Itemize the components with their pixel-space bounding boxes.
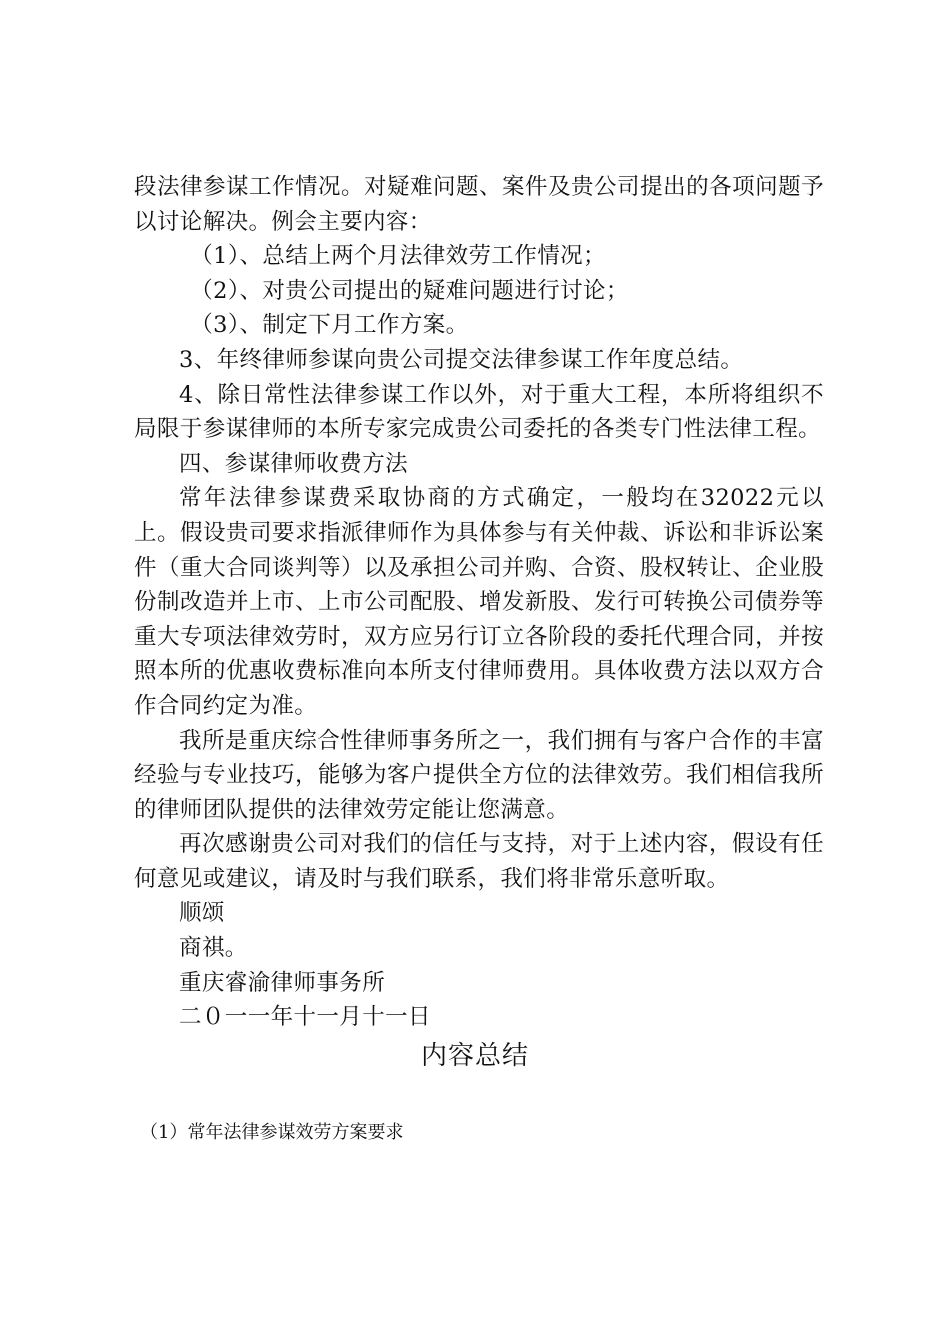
paragraph-major-projects: 4、除日常性法律参谋工作以外，对于重大工程，本所将组织不局限于参谋律师的本所专家完成贵公司委托的各类专门性法律工程。	[134, 381, 824, 443]
paragraph-annual-summary: 3、年终律师参谋向贵公司提交法律参谋工作年度总结。	[179, 346, 744, 373]
paragraph-firm-intro: 我所是重庆综合性律师事务所之一，我们拥有与客户合作的丰富经验与专业技巧，能够为客户提供全方位的法律效劳。我们相信我所的律师团队提供的法律效劳定能让您满意。	[134, 727, 824, 823]
document-body	[134, 170, 824, 1035]
list-item-meeting-1: （1）、总结上两个月法律效劳工作情况；	[190, 243, 606, 270]
paragraph-meeting-continued: 段法律参谋工作情况。对疑难问题、案件及贵公司提出的各项问题予以讨论解决。例会主要内容：	[134, 174, 824, 235]
closing-wish: 商祺。	[179, 935, 248, 962]
summary-title: 内容总结	[420, 1041, 529, 1071]
signature-firm-name: 重庆睿渝律师事务所	[179, 969, 386, 996]
summary-item-1: （1）常年法律参谋效劳方案要求	[140, 1122, 404, 1143]
paragraph-fee-details: 常年法律参谋费采取协商的方式确定，一般均在32022元以上。假设贵司要求指派律师作为具体参与有关仲裁、诉讼和非诉讼案件（重大合同谈判等）以及承担公司并购、合资、股权转让、企业股份制改造并上市、上市公司配股、增发新股、发行可转换公司债券等重大专项法律效劳时，双方应另行订立各阶段的委托代理合同，并按照本所的优惠收费标准向本所支付律师费用。具体收费方法以双方合作合同约定为准。	[134, 485, 824, 719]
closing-greeting: 顺颂	[179, 900, 225, 927]
list-item-meeting-2: （2）、对贵公司提出的疑难问题进行讨论；	[190, 277, 629, 304]
paragraph-thanks: 再次感谢贵公司对我们的信任与支持，对于上述内容，假设有任何意见或建议，请及时与我们联系，我们将非常乐意听取。	[134, 831, 824, 892]
signature-date: 二０一一年十一月十一日	[179, 1004, 431, 1031]
section-heading-fees: 四、参谋律师收费方法	[179, 450, 409, 477]
list-item-meeting-3: （3）、制定下月工作方案。	[190, 312, 469, 339]
